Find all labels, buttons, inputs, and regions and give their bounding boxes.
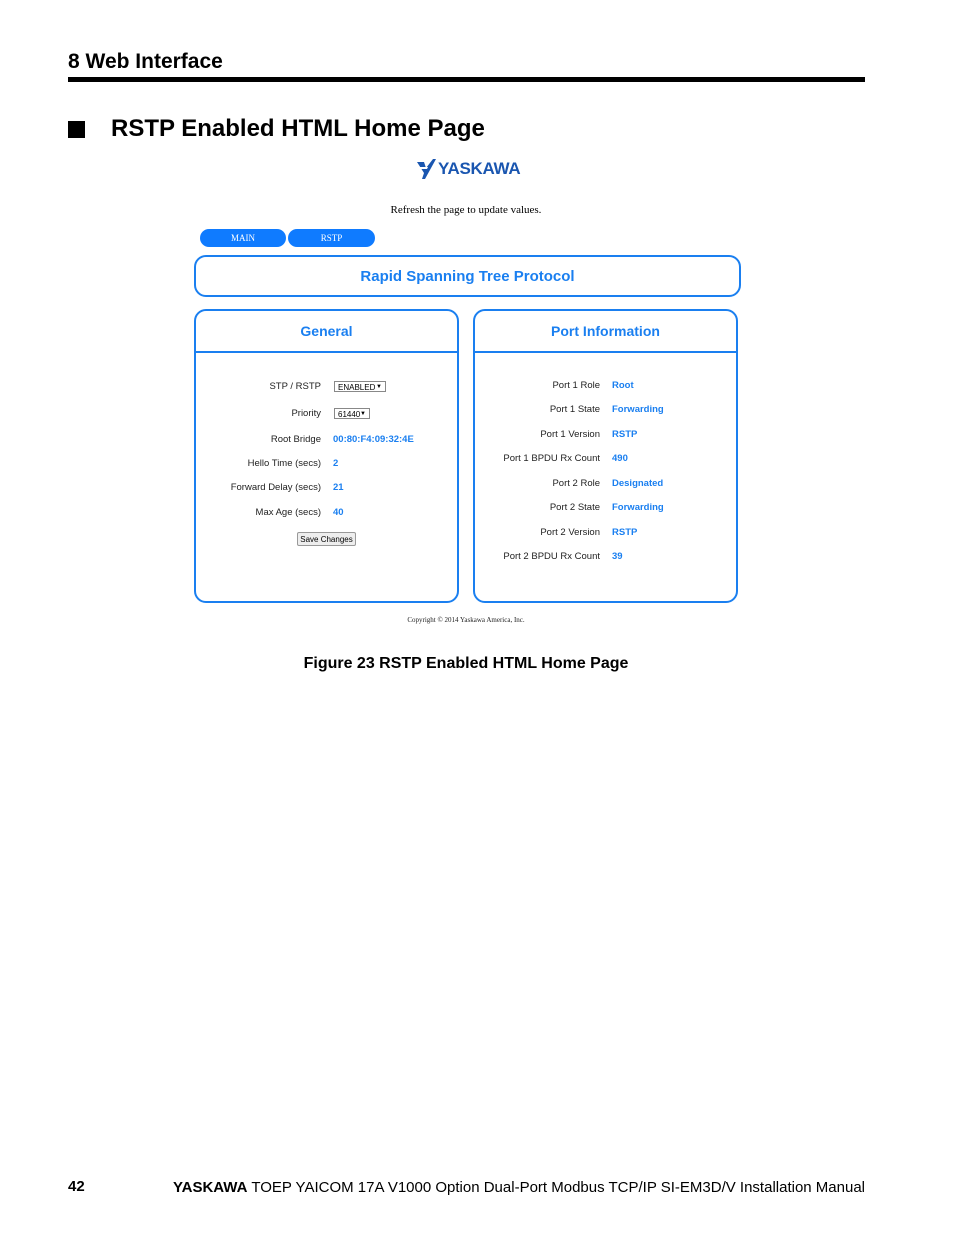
footer-brand: YASKAWA xyxy=(173,1179,248,1196)
tab-main[interactable]: MAIN xyxy=(200,229,286,247)
stp-rstp-label: STP / RSTP xyxy=(269,381,321,392)
footer-manual-title xyxy=(173,1179,865,1196)
header-rule xyxy=(68,77,865,82)
hello-time-label: Hello Time (secs) xyxy=(247,458,321,469)
port1-version-value: RSTP xyxy=(612,429,638,440)
port2-bpdu-value: 39 xyxy=(612,551,623,562)
square-bullet-icon xyxy=(68,121,85,138)
logo-text: YASKAWA xyxy=(438,159,521,178)
priority-label: Priority xyxy=(291,408,321,419)
port-information-title: Port Information xyxy=(551,323,660,339)
section-title: 8 Web Interface xyxy=(68,50,223,73)
root-bridge-value: 00:80:F4:09:32:4E xyxy=(333,434,414,445)
heading-row xyxy=(68,114,485,144)
port1-role-value: Root xyxy=(612,380,634,391)
footer-title-text: TOEP YAICOM 17A V1000 Option Dual-Port Modbus TCP/IP SI-EM3D/V Installation Manual xyxy=(247,1179,865,1196)
port2-version-label: Port 2 Version xyxy=(540,527,600,538)
port1-bpdu-label: Port 1 BPDU Rx Count xyxy=(503,453,600,464)
port2-state-label: Port 2 State xyxy=(549,502,600,513)
port2-bpdu-label: Port 2 BPDU Rx Count xyxy=(503,551,600,562)
refresh-note: Refresh the page to update values. xyxy=(390,204,542,216)
stp-rstp-select-value: ENABLED xyxy=(338,383,376,392)
yaskawa-logo-icon xyxy=(416,158,436,180)
yaskawa-logo xyxy=(416,158,520,180)
copyright-text: Copyright © 2014 Yaskawa America, Inc. xyxy=(407,616,525,624)
chevron-down-icon: ▼ xyxy=(360,411,366,417)
chevron-down-icon: ▼ xyxy=(376,384,382,390)
priority-select-value: 61440 xyxy=(338,410,361,419)
max-age-label: Max Age (secs) xyxy=(255,507,321,518)
port2-state-value: Forwarding xyxy=(612,502,664,513)
page-heading: RSTP Enabled HTML Home Page xyxy=(111,115,485,142)
port2-role-value: Designated xyxy=(612,478,664,489)
port1-state-value: Forwarding xyxy=(612,404,664,415)
port2-version-value: RSTP xyxy=(612,527,638,538)
forward-delay-label: Forward Delay (secs) xyxy=(230,482,321,493)
port1-version-label: Port 1 Version xyxy=(540,429,600,440)
port1-role-label: Port 1 Role xyxy=(552,380,600,391)
general-panel-header xyxy=(196,311,457,353)
max-age-value: 40 xyxy=(333,507,344,518)
port1-bpdu-value: 490 xyxy=(612,453,628,464)
stp-rstp-select[interactable] xyxy=(334,381,386,392)
root-bridge-label: Root Bridge xyxy=(270,434,321,445)
rstp-title-panel xyxy=(194,255,741,297)
figure-caption: Figure 23 RSTP Enabled HTML Home Page xyxy=(303,655,629,672)
general-title: General xyxy=(300,323,353,339)
port2-role-label: Port 2 Role xyxy=(552,478,600,489)
save-changes-button[interactable]: Save Changes xyxy=(297,532,356,546)
page-number: 42 xyxy=(68,1178,85,1195)
priority-select[interactable] xyxy=(334,408,370,419)
hello-time-value: 2 xyxy=(333,458,339,469)
forward-delay-value: 21 xyxy=(333,482,344,493)
port1-state-label: Port 1 State xyxy=(549,404,600,415)
port-information-header xyxy=(475,311,736,353)
general-panel xyxy=(194,309,459,603)
tab-rstp[interactable]: RSTP xyxy=(288,229,375,247)
rstp-title: Rapid Spanning Tree Protocol xyxy=(360,268,575,285)
